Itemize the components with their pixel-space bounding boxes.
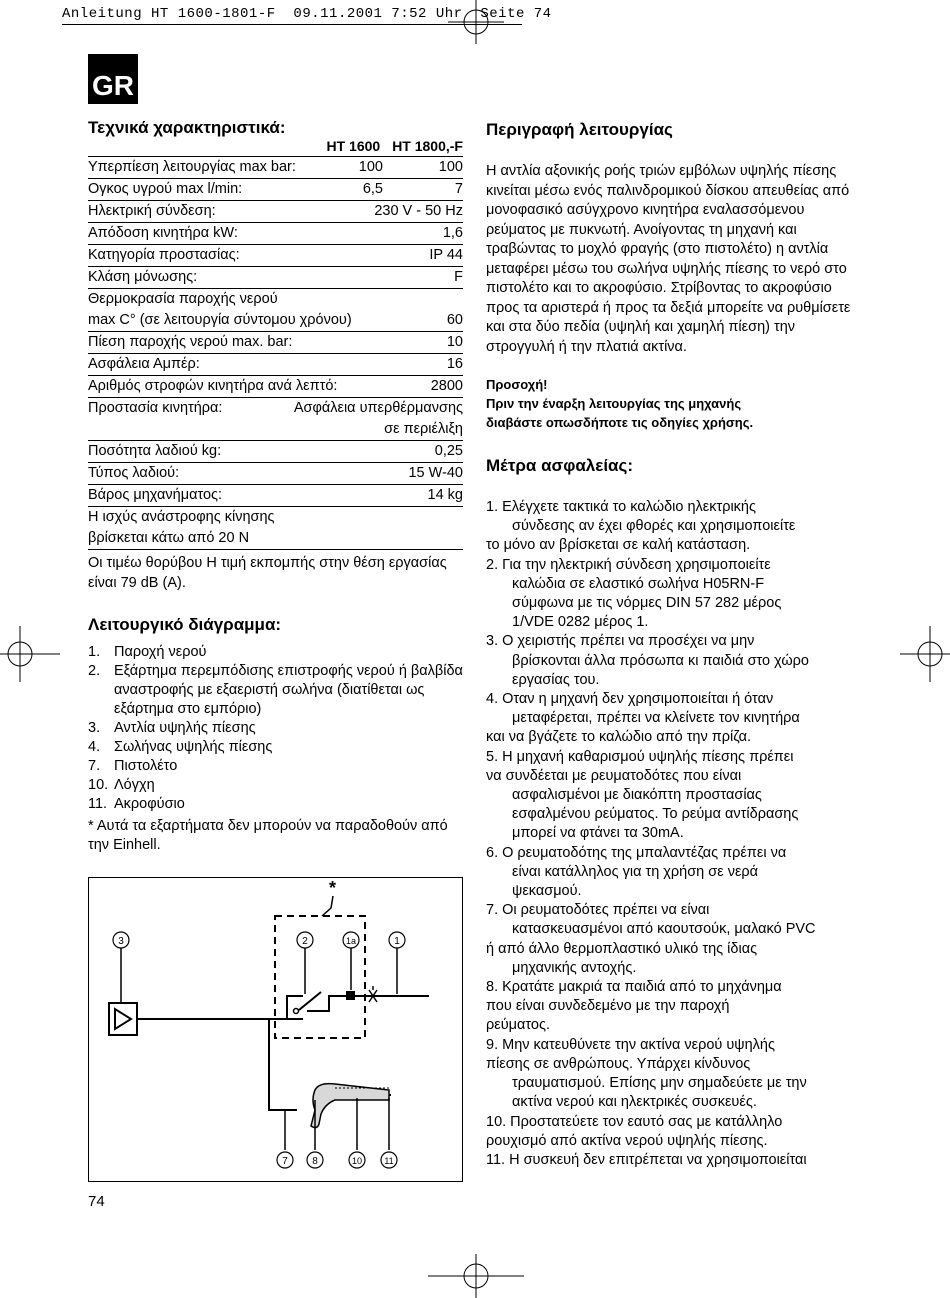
warning-line: Πριν την έναρξη λειτουργίας της μηχανής [486,396,742,411]
spec-row [88,289,463,310]
item-text: Σωλήνας υψηλής πίεσης [114,739,273,755]
safety-line: 1/VDE 0282 μέρος 1. [512,614,649,631]
spec-value: 100 [438,159,463,175]
safety-line: ψεκασμού. [512,883,582,900]
safety-line: τραυματισμού. Επίσης μην σημαδεύετε με την [512,1075,807,1092]
item-number: 10. [88,777,109,793]
functional-list-item [88,719,463,738]
spec-row [88,354,463,376]
left-column [88,118,463,855]
diagram-label-3: 3 [118,936,124,947]
spec-value: 2800 [430,378,463,394]
safety-line: μηχανικής αντοχής. [512,959,637,976]
functional-list-item [88,643,463,662]
description-title: Περιγραφή λειτουργίας [486,120,673,139]
item-number: 1. [88,644,101,660]
diagram-spray-gun [311,1084,389,1128]
diagram-label-8: 8 [312,1156,318,1167]
spec-label: Απόδοση κινητήρα kW: [88,225,238,241]
safety-list-item [486,1036,861,1113]
item-number: 7. [88,758,101,774]
safety-line: 6. Ο ρευματοδότης της μπαλαντέζας πρέπει να [486,844,787,861]
safety-line: το μόνο αν βρίσκεται σε καλή κατάσταση. [486,537,751,554]
spec-row [88,463,463,485]
spec-value-ht1600: 100 [358,159,383,175]
diagram-label-1: 1 [394,936,400,947]
safety-line: που είναι συνδεδεμένο με την παροχή [486,998,730,1015]
safety-line: και να βγάζετε το καλώδιο από την πρίζα. [486,729,752,746]
item-number: 3. [88,720,101,736]
safety-line: 7. Οι ρευματοδότες πρέπει να είναι [486,902,710,919]
specs-col2-header: HT 1800,-F [392,138,463,154]
item-text: Λόγχη [114,777,155,793]
functional-list-item [88,776,463,795]
registration-mark-top [448,0,504,44]
functional-list [88,643,463,814]
spec-value: 15 W-40 [408,465,463,481]
spec-value: 7 [454,181,463,197]
safety-line: 8. Κρατάτε μακριά τα παιδιά από το μηχάνημα [486,979,782,996]
spec-row [88,441,463,463]
specs-col1-header: HT 1600 [326,138,381,154]
item-text: Αντλία υψηλής πίεσης [114,720,256,736]
item-number: 2. [88,663,101,679]
functional-diagram [88,877,463,1182]
functional-list-item [88,738,463,757]
spec-row [88,267,463,289]
description-text: Η αντλία αξονικής ροής τριών εμβόλων υψηλής πίεσης κινείται μέσω ενός παλινδρομικού δίσκου απευθείας από μονοφασικό ασύγχρονο κινητήρα εναλασσόμενου ρεύματος με πυκνωτή. Ανοίγοντας τη μηχανή και τραβώντας το μοχλό φραγής (στο πιστολέτο) η αντλία μεταφέρει μέσω του σωλήνα υψηλής πίεσης το νερό στο πιστολέτο και το ακροφύσιο. Στρίβοντας το ακροφύσιο προς τα αριστερά ή προς τα δεξιά μπορείτε να ρυθμίσετε και στα δύο πεδία (υψηλή και χαμηλή πίεση) την στρογγυλή ή την πλατιά ακτίνα. [486,163,851,355]
spec-label: Ποσότητα λαδιού kg: [88,443,222,459]
right-column [486,120,861,1170]
safety-line: ρουχισμό από ακτίνα νερού υψηλής πίεσης. [486,1132,768,1149]
safety-line: είναι κατάλληλος για τη χρήση σε νερά [512,863,759,880]
safety-line: πίεσης σε ανθρώπους. Υπάρχει κίνδυνος [486,1055,751,1072]
safety-line: κατασκευασμένοι από καουτσούκ, μαλακό PVC [512,921,816,938]
diagram-label-7: 7 [282,1156,288,1167]
item-number: 4. [88,739,101,755]
functional-list-item [88,757,463,776]
spec-label: Ογκος υγρού max l/min: [88,181,243,197]
safety-line: μεταφέρεται, πρέπει να κλείνετε τον κινητήρα [512,710,800,727]
safety-list-item [486,901,861,978]
spec-label: Προστασία κινητήρα: [88,400,223,416]
spec-label: Αριθμός στροφών κινητήρα ανά λεπτό: [88,378,338,394]
page-header: Anleitung HT 1600-1801-F 09.11.2001 7:52 Uhr Seite 74 [62,6,552,22]
spec-label: Κατηγορία προστασίας: [88,247,240,263]
safety-list-item [486,690,861,748]
safety-line: να συνδέεται με ρευματοδότες που είναι [486,767,742,784]
spec-row [88,179,463,201]
spec-row [88,398,463,419]
safety-line: καλώδια σε ελαστικό σωλήνα H05RN-F [512,575,765,592]
safety-list-item [486,748,861,844]
diagram-star-leader [322,896,333,916]
safety-line: 1. Ελέγχετε τακτικά το καλώδιο ηλεκτρικής [486,499,756,515]
functional-title: Λειτουργικό διάγραμμα: [88,615,282,634]
spec-value: 1,6 [442,225,463,241]
specs-header-row [88,138,463,157]
safety-line: 10. Προστατεύετε τον εαυτό σας με κατάλληλο [486,1113,783,1130]
warning-block [486,375,861,432]
safety-list-item [486,1151,861,1170]
spec-value: F [454,269,463,285]
registration-mark-right [900,626,950,682]
spec-value: 0,25 [434,443,463,459]
safety-list-item [486,1113,861,1151]
safety-line: 3. Ο χειριστής πρέπει να προσέχει να μην [486,633,755,650]
safety-line: εργασίας του. [512,671,600,688]
safety-list-item [486,498,861,556]
safety-line: 2. Για την ηλεκτρική σύνδεση χρησιμοποιείτε [486,556,771,573]
safety-list-item [486,978,861,1036]
spec-label: Υπερπίεση λειτουργίας max bar: [88,159,296,175]
item-text: Πιστολέτο [114,758,178,774]
item-number: 11. [88,796,108,812]
safety-line: ακτίνα νερού και ηλεκτρικές συσκευές. [512,1094,757,1111]
spec-row [88,485,463,507]
spec-label: Ασφάλεια Αμπέρ: [88,356,200,372]
spec-label: Βάρος μηχανήματος: [88,487,223,503]
diagram-label-star: * [329,878,337,898]
spec-label: max C° (σε λειτουργία σύντομου χρόνου) [88,312,352,328]
safety-line: 5. Η μηχανή καθαρισμού υψηλής πίεσης πρέπει [486,748,794,765]
noise-note: Οι τιμέω θορύβου Η τιμή εκπομπής στην θέση εργασίας είναι 79 dB (A). [88,555,447,591]
diagram-label-1a: 1a [345,936,357,946]
safety-line: 4. Οταν η μηχανή δεν χρησιμοποιείται ή όταν [486,691,774,708]
spec-label: Κλάση μόνωσης: [88,269,198,285]
safety-line: ασφαλισμένοι με διακόπτη προστασίας [512,787,762,804]
spec-row [88,223,463,245]
language-badge: GR [88,54,138,104]
spec-value: 16 [446,356,463,372]
spec-row [88,332,463,354]
spec-row [88,157,463,179]
diagram-label-11: 11 [384,1156,394,1166]
spec-value: 230 V - 50 Hz [374,203,463,219]
warning-title: Προσοχή! [486,377,548,392]
safety-line: εσφαλμένου ρεύματος. Το ρεύμα αντίδρασης [512,806,799,823]
spec-label: Τύπος λαδιού: [88,465,180,481]
safety-list [486,498,861,1170]
spec-label: Ηλεκτρική σύνδεση: [88,203,216,219]
spec-row [88,376,463,398]
item-text: Ακροφύσιο [114,796,185,812]
spec-value-ht1600: 6,5 [362,181,383,197]
safety-list-item [486,632,861,690]
safety-title: Μέτρα ασφαλείας: [486,456,633,475]
spec-row [88,201,463,223]
safety-line: 11. Η συσκευή δεν επιτρέπεται να χρησιμοποιείται [486,1151,807,1168]
spec-value: 14 kg [427,487,463,503]
spec-row-continuation: βρίσκεται κάτω από 20 N [88,528,463,550]
item-text: Παροχή νερού [114,644,207,660]
safety-list-item [486,556,861,633]
safety-line: βρίσκονται άλλα πρόσωπα κι παιδιά στο χώρο [512,652,809,669]
spec-label: Η ισχύς ανάστροφης κίνησης [88,509,275,525]
safety-line: σύμφωνα με τις νόρμες DIN 57 282 μέρος [512,595,782,612]
diagram-label-2: 2 [302,936,308,947]
spec-row [88,245,463,267]
registration-mark-left [0,626,60,682]
diagram-label-10: 10 [351,1156,363,1166]
safety-line: ρεύματος. [486,1017,550,1034]
spec-value: Ασφάλεια υπερθέρμανσης [293,400,463,416]
spec-value: 10 [446,334,463,350]
spec-label: Θερμοκρασία παροχής νερού [88,291,278,307]
safety-line: ή από άλλο θερμοπλαστικό υλικό της ίδιας [486,940,758,957]
specs-table-2 [88,441,463,528]
spec-row [88,507,463,528]
spec-value: IP 44 [429,247,463,263]
registration-mark-bottom [428,1254,524,1298]
spec-row-continuation: σε περιέλιξη [88,419,463,441]
functional-list-item [88,662,463,719]
warning-line: διαβάστε οπωσδήποτε τις οδηγίες χρήσης. [486,415,754,430]
functional-footnote: * Αυτά τα εξαρτήματα δεν μπορούν να παραδοθούν από την Einhell. [88,818,448,853]
specs-title: Τεχνικά χαρακτηριστικά: [88,118,286,137]
page-number: 74 [88,1193,105,1210]
safety-list-item [486,844,861,902]
safety-line: μπορεί να φτάνει τα 30mA. [512,825,684,842]
item-text: Εξάρτημα περεμπόδισης επιστροφής νερού ή βαλβίδα αναστροφής με εξαεριστή σωλήνα (διατίθεται ως εξάρτημα στο εμπόριο) [114,663,463,717]
spec-row [88,310,463,332]
safety-line: 9. Μην κατευθύνετε την ακτίνα νερού υψηλής [486,1036,775,1053]
functional-list-item [88,795,463,814]
spec-label: Πίεση παροχής νερού max. bar: [88,334,293,350]
spec-value: 60 [446,312,463,328]
safety-line: σύνδεσης αν έχει φθορές και χρησιμοποιείτε [512,518,796,535]
specs-table [88,157,463,419]
